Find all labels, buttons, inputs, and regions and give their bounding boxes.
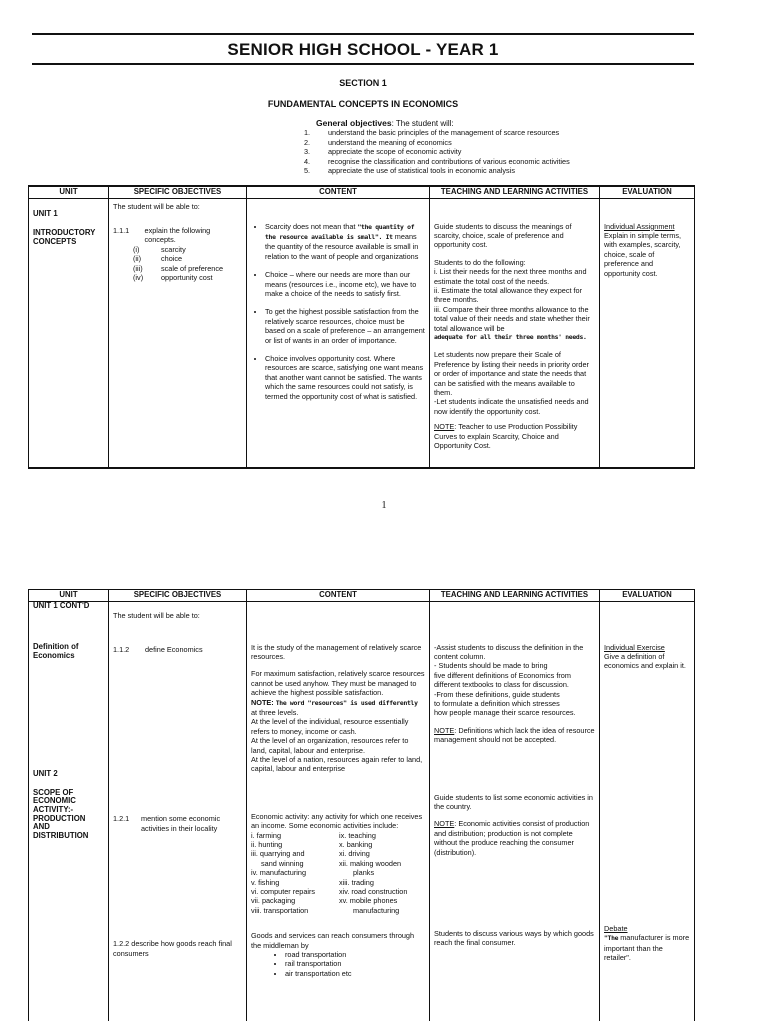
tla-note: NOTE: Definitions which lack the idea of resource management should not be accepted. (434, 725, 595, 745)
content-cell (247, 198, 430, 468)
unit-cont: UNIT 1 CONT'D (33, 600, 90, 610)
tla-step: ii. Estimate the total allowance they expect for three months. (434, 285, 583, 305)
tla-paragraph: -Assist students to discuss the definition in the content column. - Students should be made to bring five different definitions of Economics from different textbooks to class for discussion. -From these definitions, guide students to formulate a definition which stresses how people manage their scarce resources. (434, 642, 584, 718)
content-bullets (251, 222, 425, 402)
tla-note: NOTE: Teacher to use Production Possibility Curves to explain Scarcity, Choice and Opportunity Cost. (434, 422, 578, 451)
col-content: CONTENT (247, 590, 430, 602)
unit-cell (29, 601, 109, 1021)
tla-paragraph: Let students now prepare their Scale of Preference by listing their needs in priority order or order of importance and state the needs that can be satisfied with the means available to them. (434, 350, 589, 397)
unit-name: INTRODUCTORY CONCEPTS (33, 228, 96, 246)
content-paragraph: Economic activity: any activity for which one receives an income. Some economic activities include: (251, 811, 423, 831)
syllabus-table-1 (28, 185, 695, 469)
page-number: 1 (381, 500, 387, 511)
objective-item: 1. understand the basic principles of the management of scarce resources (304, 128, 560, 137)
tla-paragraph: Students to discuss various ways by which goods reach the final consumer. (434, 929, 594, 948)
evaluation-label: Individual Assignment (604, 221, 675, 231)
list-item: • road transportation (285, 950, 425, 959)
definition-label: Definition of Economics (33, 642, 79, 660)
objective-item: 1.1.2 define Economics (113, 644, 203, 654)
unit-number: UNIT 1 (33, 208, 58, 218)
list-item: • rail transportation (285, 959, 425, 968)
content-paragraph: At the level of an organization, resources refer to land, capital, labour and enterprise. (251, 736, 409, 755)
syllabus-table-2 (28, 589, 695, 1021)
objective-item: 2. understand the meaning of economics (304, 137, 452, 147)
content-paragraph: Goods and services can reach consumers through the middleman by (251, 931, 415, 950)
objective-item: 3. appreciate the scope of economic activity (304, 147, 462, 157)
table-header-row (29, 186, 695, 198)
evaluation-label: Debate (604, 923, 628, 933)
table-row (29, 198, 695, 468)
section-subtitle: FUNDAMENTAL CONCEPTS IN ECONOMICS (267, 99, 459, 109)
unit-name: SCOPE OF ECONOMIC ACTIVITY:- PRODUCTION AND DISTRIBUTION (33, 787, 89, 840)
table-row (29, 601, 695, 1021)
content-cell (247, 601, 430, 1021)
tla-paragraph: Guide students to discuss the meanings of scarcity, choice, scale of preference and opportunity cost. (434, 221, 572, 250)
activities-list: i. farming ii. hunting iii. quarrying and sand winning iv. manufacturing v. fishing vi. computer repairs vii. packaging viii. transportation ix. teaching x. banking xi. driving xii. making wooden planks xiii. trading xiv. road construction xv. mobile phones manufacturing (251, 830, 408, 915)
tla-step: iii. Compare their three months allowance to the total value of their needs and state whether their total allowance will be (434, 304, 590, 333)
top-rule (32, 33, 694, 35)
list-item: • To get the highest possible satisfaction from the relatively scarce resources, choice must be based on a scale of preference – an arrangement or list of wants in an order of importance. (265, 307, 425, 345)
list-item: • Scarcity does not mean that "the quantity of the resource available is small". It means the quantity of the resource available is small in relation to the want of people and organizations (265, 222, 425, 262)
objective-item: 4. recognise the classification and contributions of various economic activities (304, 156, 570, 166)
content-paragraph: At the level of the individual, resource essentially refers to money, income or cash. (251, 717, 409, 736)
list-item: • air transportation etc (285, 969, 425, 978)
objectives-cell: The student will be able to: 1.1.1 explain the following concepts. (i) scarcity (ii) choice (iii) scale of preference (iv) opportunity cost (109, 198, 247, 468)
content-note: NOTE: The word "resources" is used differently at three levels. (251, 697, 418, 717)
evaluation-text: "The manufacturer is more important than the retailer". (604, 933, 690, 962)
evaluation-text: Explain in simple terms, with examples, scarcity, choice, scale of preference and opportunity cost. (604, 230, 682, 278)
tla-step: i. List their needs for the next three months and estimate the total cost of the needs. (434, 267, 587, 286)
content-paragraph: For maximum satisfaction, relatively scarce resources cannot be used anyhow. They must be managed to achieve the highest possible satisfaction. (251, 669, 425, 698)
tla-paragraph: Guide students to list some economic activities in the country. (434, 792, 593, 811)
objective-code: 1.1.1 (113, 225, 130, 235)
unit-number: UNIT 2 (33, 769, 58, 779)
col-evaluation: EVALUATION (600, 186, 695, 198)
objectives-list (304, 128, 570, 176)
evaluation-text: Give a definition of economics and explain it. (604, 651, 686, 671)
col-evaluation: EVALUATION (600, 590, 695, 602)
objective-text: explain the following concepts. (144, 225, 211, 245)
objective-item: 1.2.1 mention some economic activities in their locality (113, 814, 221, 833)
list-item: • Choice – where our needs are more than our means (resources i.e., income etc), we have to make a choice of the needs to satisfy first. (265, 270, 425, 298)
table-header-row (29, 590, 695, 602)
col-unit: UNIT (29, 590, 109, 602)
evaluation-label: Individual Exercise (604, 642, 665, 652)
col-teaching-learning: TEACHING AND LEARNING ACTIVITIES (430, 186, 600, 198)
unit-cell (29, 198, 109, 468)
tla-paragraph: -Let students indicate the unsatisfied needs and now identify the opportunity cost. (434, 397, 589, 416)
title-rule (32, 63, 694, 65)
transport-list (251, 950, 425, 978)
general-objectives-label: General objectives (316, 118, 392, 128)
col-specific-objectives: SPECIFIC OBJECTIVES (109, 186, 247, 198)
tla-step-emphasis: adequate for all their three months' needs. (434, 332, 587, 341)
tla-paragraph: Students to do the following: (434, 257, 526, 267)
col-unit: UNIT (29, 186, 109, 198)
objectives-cell (109, 601, 247, 1021)
objectives-lead: The student will be able to: (113, 610, 200, 620)
tla-note: NOTE: Economic activities consist of production and distribution; production is not complete without the produce reaching the consumer (distribution). (434, 819, 590, 857)
evaluation-cell (600, 601, 695, 1021)
objectives-lead: The student will be able to: (113, 201, 200, 211)
col-specific-objectives: SPECIFIC OBJECTIVES (109, 590, 247, 602)
teaching-cell (430, 198, 600, 468)
content-paragraph: At the level of a nation, resources again refer to land, capital, labour and enterprise (251, 754, 423, 774)
content-paragraph: It is the study of the management of relatively scarce resources. (251, 642, 422, 661)
col-content: CONTENT (247, 186, 430, 198)
objective-item: 5. appreciate the use of statistical tools in economic analysis (304, 166, 515, 176)
page-title: SENIOR HIGH SCHOOL - YEAR 1 (227, 40, 499, 59)
objective-item: 1.2.2 describe how goods reach final consumers (113, 939, 232, 958)
general-objectives (316, 118, 454, 128)
col-teaching-learning: TEACHING AND LEARNING ACTIVITIES (430, 590, 600, 602)
list-item: • Choice involves opportunity cost. Where resources are scarce, satisfying one want means that another want cannot be satisfied. The wants which the same resources could not satisfy, is termed the opportunity cost of what is satisfied. (265, 354, 425, 401)
section-heading: SECTION 1 (339, 78, 387, 88)
general-objectives-lead: : The student will: (391, 119, 454, 128)
teaching-cell (430, 601, 600, 1021)
evaluation-cell (600, 198, 695, 468)
